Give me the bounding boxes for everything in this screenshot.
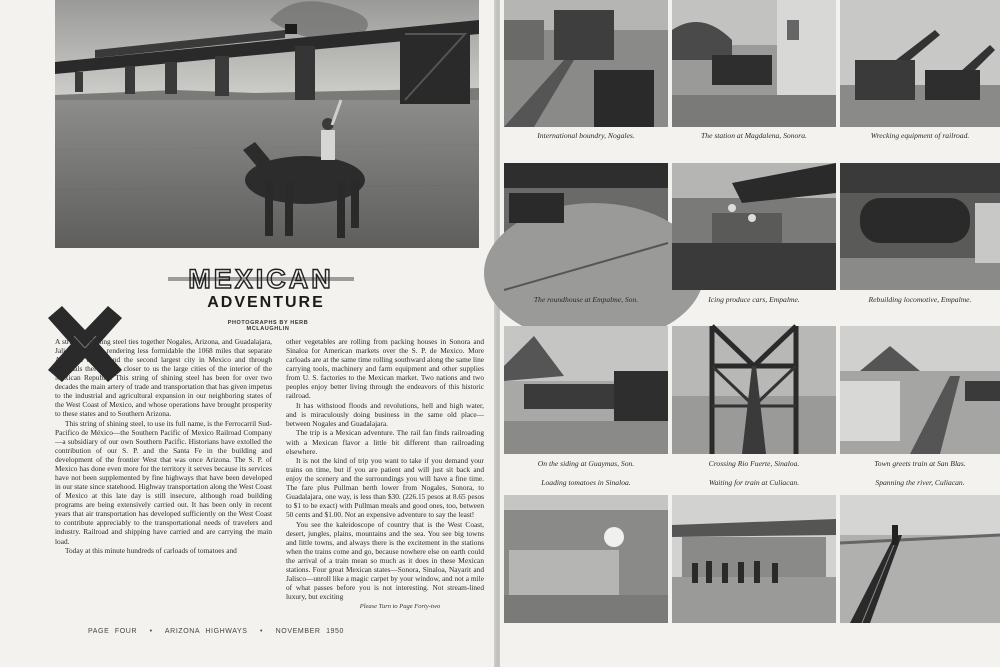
photo-wrecking-equipment — [840, 0, 1000, 127]
article-title — [168, 266, 354, 292]
caption: International boundry, Nogales. — [537, 131, 635, 140]
photo-rebuilding-locomotive — [840, 163, 1000, 290]
photo-credit: PHOTOGRAPHS BY HERB MCLAUGHLIN — [227, 320, 309, 332]
photo-san-blas-town — [840, 326, 1000, 454]
photo-rio-fuerte-crossing — [672, 326, 836, 454]
left-page — [0, 0, 496, 667]
caption: Spanning the river, Culiacan. — [875, 478, 965, 487]
footer-separator: • — [149, 628, 153, 635]
paragraph: Today at this minute hundreds of carloads of tomatoes and — [65, 546, 237, 556]
paragraph: This string of shining steel, to use its full name, is the Ferrocarril Sud-Pacifico de México—the Southern Pacific of Mexico Railroad Company—a subsidiary of our own Southern Pacific. Historians have extolled the contribution of our S. P. and the Santa Fe in the building and development of the frontier West that was once Arizona. The S. P. of Mexico has done even more for the territory it serves because its services have not been supplemented by fine highways that have been developed in our state since statehood. Highway transportation along the West Coast of Mexico at this late day is still insecure, although road building programs are being extensively carried out. It has been only in recent years that air transportation has developed sufficiently on the West Coast to contribute appreciably to the transportational needs of travelers and industry. Railroad and shipping have carried and are carrying the main load. — [55, 418, 272, 546]
photo-spanning-river-culiacan — [840, 495, 1000, 623]
article-subtitle: ADVENTURE — [207, 294, 325, 311]
paragraph: It has withstood floods and revolutions, hell and high water, and is miraculously doing business in the same old place—between Nogales and Guadalajara. — [286, 400, 484, 428]
paragraph: The trip is a Mexican adventure. The rail fan finds railroading with a Mexican flavor a little bit different than railroading elsewhere. — [286, 428, 484, 456]
caption: Waiting for train at Culiacan. — [708, 478, 800, 487]
caption: The roundhouse at Empalme, Son. — [533, 295, 639, 304]
photo-icing-produce-cars — [672, 163, 836, 290]
caption: Icing produce cars, Empalme. — [708, 295, 800, 304]
footer-magazine: ARIZONA HIGHWAYS — [164, 628, 248, 635]
caption: Rebuilding locomotive, Empalme. — [868, 295, 972, 304]
caption: On the siding at Guaymas, Son. — [537, 459, 635, 468]
paragraph: It is not the kind of trip you want to take if you demand your trains on time, but if you are patient and will just sit back and enjoy the scenery and the surroundings you will have a fine time. The fare plus Pullman berth lower from Nogales, Sonora, to Guadalajara, one way, is less than $30. (226.15 pesos at 8.65 pesos to $1 to be exact) with Pullman meals and good ones, too, between 50 cents and $1.00. Not an expensive adventure to say the least! — [286, 456, 484, 520]
photo-guaymas-siding — [504, 326, 668, 454]
footer-page: PAGE FOUR — [88, 628, 138, 635]
paragraph: You see the kaleidoscope of country that is the West Coast, desert, jungles, plains, mountains and the sea. You see big towns and little towns, and always there is the excitement in the stations when the trains come and go, because nowhere else on earth could the arrival of a train mean so much as it does in these Mexican stations. Four great Mexican states—Sonora, Sinaloa, Nayarit and Jalisco—unroll like a magic carpet by your window, and not a mile of what passes before you is not interesting. Not stream-lined luxury, but exciting — [286, 519, 484, 602]
photo-magdalena-station — [672, 0, 836, 127]
footer-date: NOVEMBER 1950 — [275, 628, 345, 635]
caption: Wrecking equipment of railroad. — [870, 131, 970, 140]
caption: The station at Magdalena, Sonora. — [701, 131, 807, 140]
paragraph: A string of shining steel ties together Nogales, Arizona, and Guadalajara, Jalisco, Mexico, rendering less formidable the 1068 miles that separate Arizona's border and the second largest city in Mexico and through terminals there brings closer to us the large cities of the interior of the Mexican Republic. This string of shining steel has been for over two decades the main artery of trade and transportation that has given impetus to the industrial and agricultural expansion in our neighboring states of the West Coast of Mexico, and whose operations have brought prosperity to these states and to Southern Arizona. — [55, 337, 272, 419]
photo-nogales-boundary — [504, 0, 668, 127]
continued-note: Please Turn to Page Forty-two — [359, 603, 441, 610]
hero-photo-bridge-horse — [55, 0, 479, 248]
caption: Town greets train at San Blas. — [874, 459, 966, 468]
article-column-2 — [286, 337, 484, 601]
photo-empalme-roundhouse — [504, 163, 668, 290]
page-footer — [88, 628, 408, 635]
caption: Crossing Rio Fuerte, Sinaloa. — [708, 459, 800, 468]
paragraph: other vegetables are rolling from packing houses in Sonora and Sinaloa for American markets over the S. P. de Mexico. More carloads are at the same time rolling southward along the same line carrying tools, machinery and farm equipment and other supplies from U. S. factories to the Mexican market. Two nations and two peoples enjoy better living through the endeavors of this historic railroad. — [286, 337, 484, 401]
article-title-text: MEXICAN — [188, 264, 334, 294]
caption: Loading tomatoes in Sinaloa. — [541, 478, 631, 487]
photo-loading-tomatoes — [504, 495, 668, 623]
footer-separator: • — [260, 628, 264, 635]
photo-culiacan-waiting — [672, 495, 836, 623]
